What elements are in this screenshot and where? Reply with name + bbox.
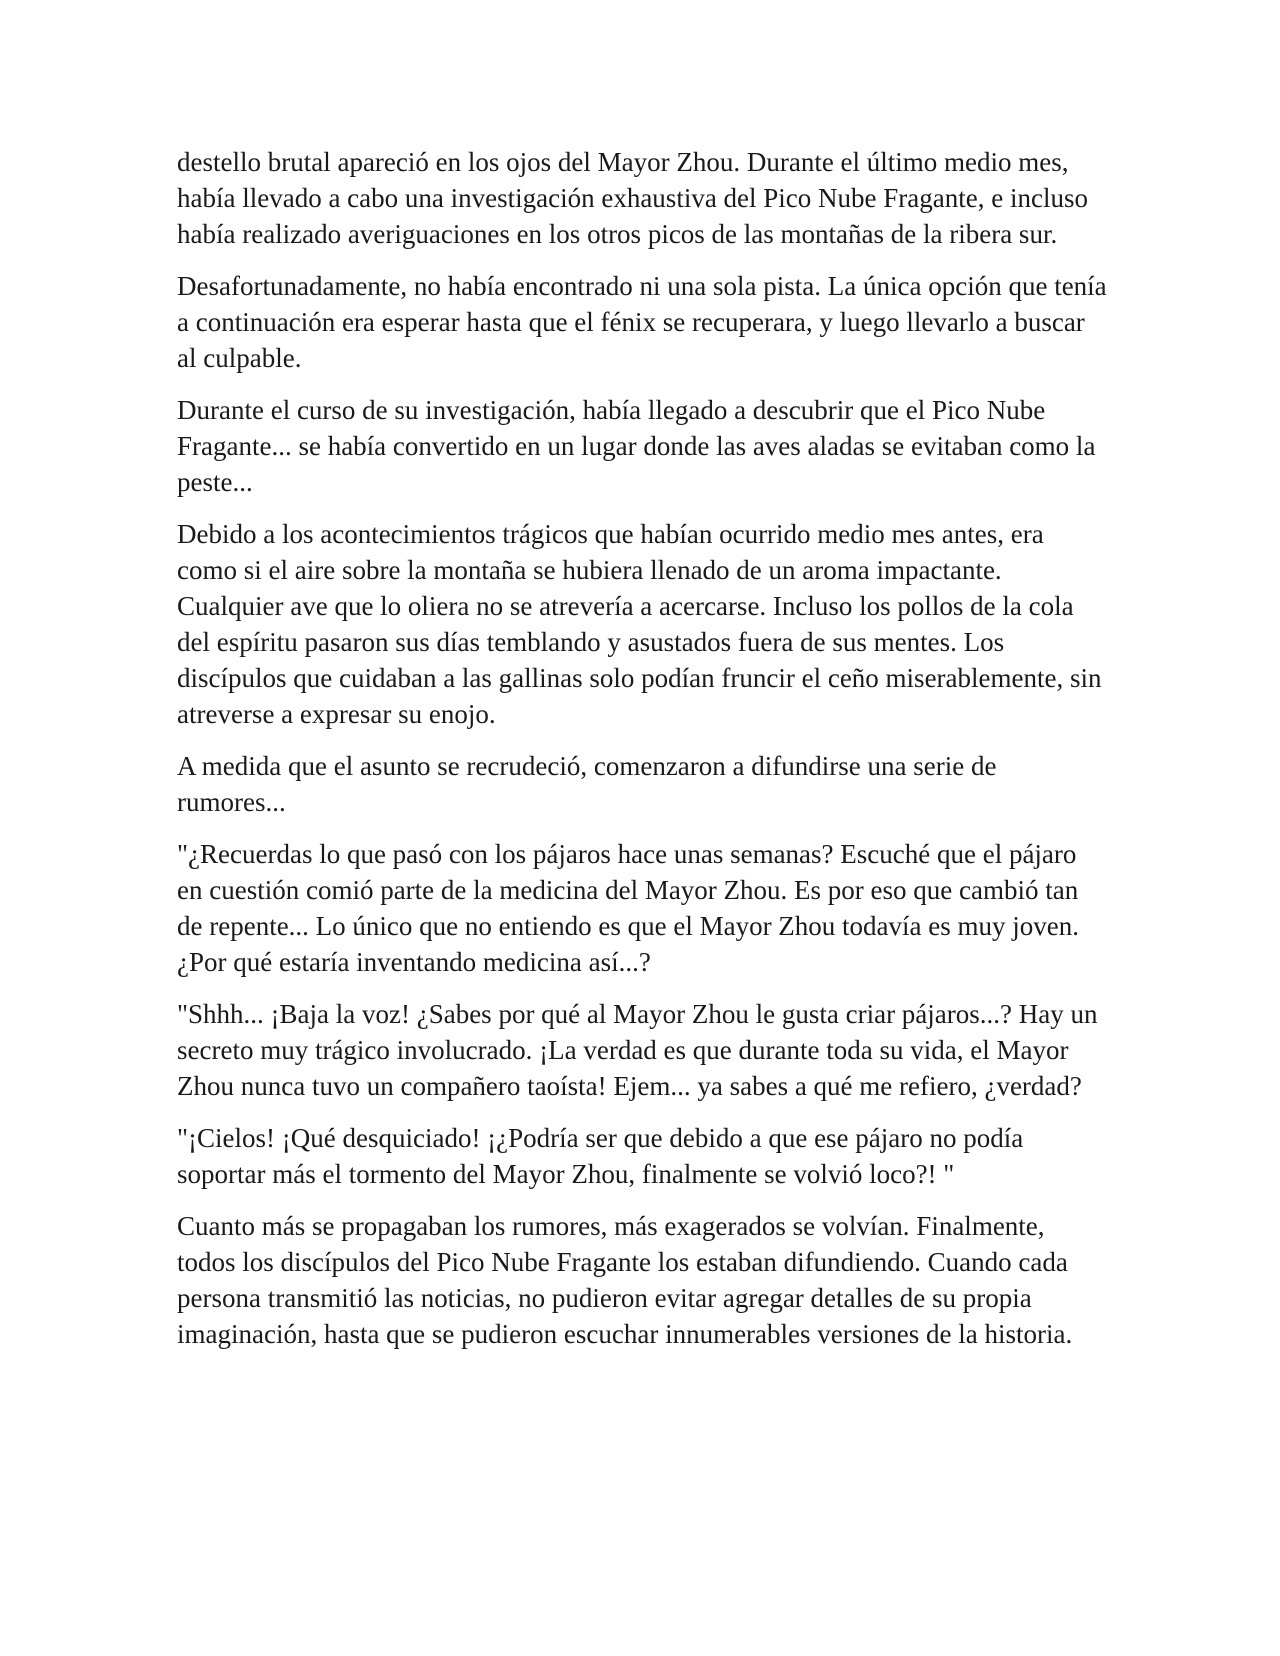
paragraph: "¿Recuerdas lo que pasó con los pájaros hace unas semanas? Escuché que el pájaro en cuestión comió parte de la medicina del Mayor Zhou. Es por eso que cambió tan de repente... Lo único que no entiendo es que el Mayor Zhou todavía es muy joven. ¿Por qué estaría inventando medicina así...? (177, 839, 1079, 977)
paragraph: "Shhh... ¡Baja la voz! ¿Sabes por qué al Mayor Zhou le gusta criar pájaros...? Hay un secreto muy trágico involucrado. ¡La verdad es que durante toda su vida, el Mayor Zhou nunca tuvo un compañero taoísta! Ejem... ya sabes a qué me refiero, ¿verdad? (177, 999, 1098, 1101)
paragraph: Durante el curso de su investigación, había llegado a descubrir que el Pico Nube Fragante... se había convertido en un lugar donde las aves aladas se evitaban como la peste... (177, 395, 1096, 497)
paragraph: Desafortunadamente, no había encontrado ni una sola pista. La única opción que tenía a continuación era esperar hasta que el fénix se recuperara, y luego llevarlo a buscar al culpable. (177, 271, 1107, 373)
paragraph: A medida que el asunto se recrudeció, comenzaron a difundirse una serie de rumores... (177, 751, 997, 817)
paragraph: "¡Cielos! ¡Qué desquiciado! ¡¿Podría ser que debido a que ese pájaro no podía soportar más el tormento del Mayor Zhou, finalmente se volvió loco?! " (177, 1123, 1024, 1189)
paragraph: Cuanto más se propagaban los rumores, más exagerados se volvían. Finalmente, todos los discípulos del Pico Nube Fragante los estaban difundiendo. Cuando cada persona transmitió las noticias, no pudieron evitar agregar detalles de su propia imaginación, hasta que se pudieron escuchar innumerables versiones de la historia. (177, 1211, 1073, 1349)
paragraph: destello brutal apareció en los ojos del Mayor Zhou. Durante el último medio mes, había llevado a cabo una investigación exhaustiva del Pico Nube Fragante, e incluso había realizado averiguaciones en los otros picos de las montañas de la ribera sur. (177, 147, 1088, 249)
document-page (177, 144, 1107, 1368)
paragraph: Debido a los acontecimientos trágicos que habían ocurrido medio mes antes, era como si el aire sobre la montaña se hubiera llenado de un aroma impactante. Cualquier ave que lo oliera no se atrevería a acercarse. Incluso los pollos de la cola del espíritu pasaron sus días temblando y asustados fuera de sus mentes. Los discípulos que cuidaban a las gallinas solo podían fruncir el ceño miserablemente, sin atreverse a expresar su enojo. (177, 519, 1102, 729)
